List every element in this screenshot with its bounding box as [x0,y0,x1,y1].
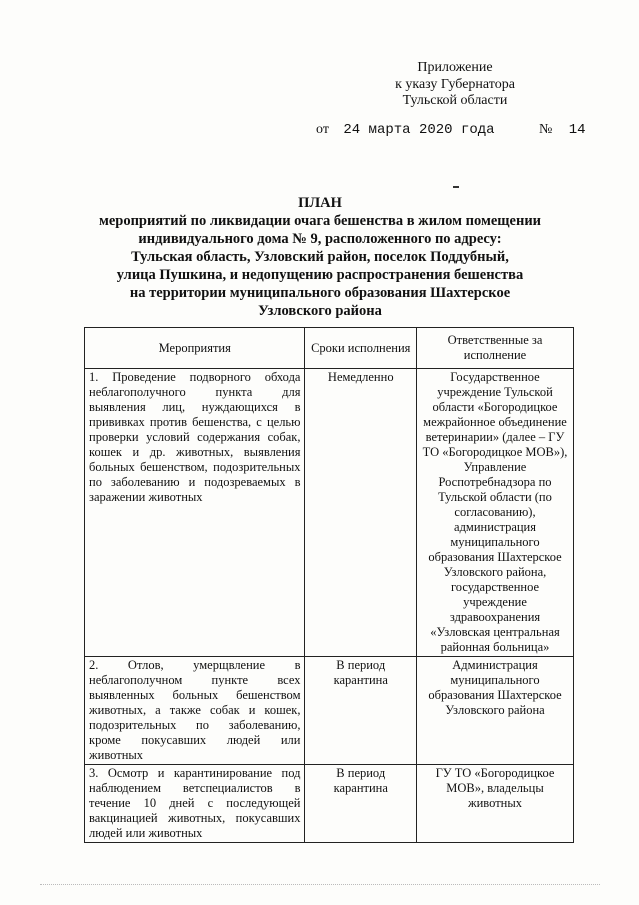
appendix-line-2: к указу Губернатора [395,76,515,92]
appendix-line-3: Тульской области [402,93,508,108]
deadline-cell: В период карантина [305,765,417,843]
header-activities: Мероприятия [85,328,305,369]
title-line-3: Тульская область, Узловский район, поселок Поддубный, [131,249,509,265]
decree-line [316,122,586,138]
decree-number-label: № [538,122,553,137]
appendix-line-1: Приложение [417,60,493,75]
header-responsible: Ответственные за исполнение [417,328,574,369]
responsible-cell: Администрация муниципального образования Шахтерское Узловского района [417,657,574,765]
appendix-block [380,60,530,110]
decree-from-label: от [316,122,329,137]
title-line-5: на территории муниципального образования Шахтерское [129,285,511,301]
table-row [85,369,574,657]
header-deadline: Сроки исполнения [305,328,417,369]
table-header-row [85,328,574,369]
title-line-2: индивидуального дома № 9, расположенного по адресу: [138,231,502,247]
table-row [85,657,574,765]
scan-mark [453,186,459,188]
plan-table [84,327,574,843]
deadline-cell: Немедленно [305,369,417,657]
deadline-cell: В период карантина [305,657,417,765]
decree-number: 14 [568,122,586,138]
decree-date: 24 марта 2020 года [343,122,495,138]
document-title [40,194,600,320]
activity-cell: 1. Проведение подворного обхода неблагополучного пункта для выявления лиц, нуждающихся в прививках против бешенства, с целью проверки условий содержания собак, кошек и др. животных, выявления больных бешенством, подозрительных по заболеванию и подозреваемых в заражении животных [85,369,305,657]
activity-cell: 2. Отлов, умерщвление в неблагополучном пункте всех выявленных больных бешенством животных, а также собак и кошек, подозрительных по заболеванию, кроме покусавших людей или животных [85,657,305,765]
activity-cell: 3. Осмотр и карантинирование под наблюдением ветспециалистов в течение 10 дней с последующей вакцинацией животных, покусавших людей или животных [85,765,305,843]
title-line-1: мероприятий по ликвидации очага бешенства в жилом помещении [98,213,542,229]
title-line-4: улица Пушкина, и недопущению распространения бешенства [116,267,524,283]
table-row [85,765,574,843]
responsible-cell: ГУ ТО «Богородицкое МОВ», владельцы животных [417,765,574,843]
title-heading: ПЛАН [298,195,342,211]
scan-edge-noise [40,884,600,886]
responsible-cell: Государственное учреждение Тульской области «Богородицкое межрайонное объединение ветеринарии» (далее – ГУ ТО «Богородицкое МОВ»), Управление Роспотребнадзора по Тульской области (по согласованию), администрация муниципального образования Шахтерское Узловского района, государственное учреждение здравоохранения «Узловская центральная районная больница» [417,369,574,657]
title-line-6: Узловского района [258,303,382,319]
